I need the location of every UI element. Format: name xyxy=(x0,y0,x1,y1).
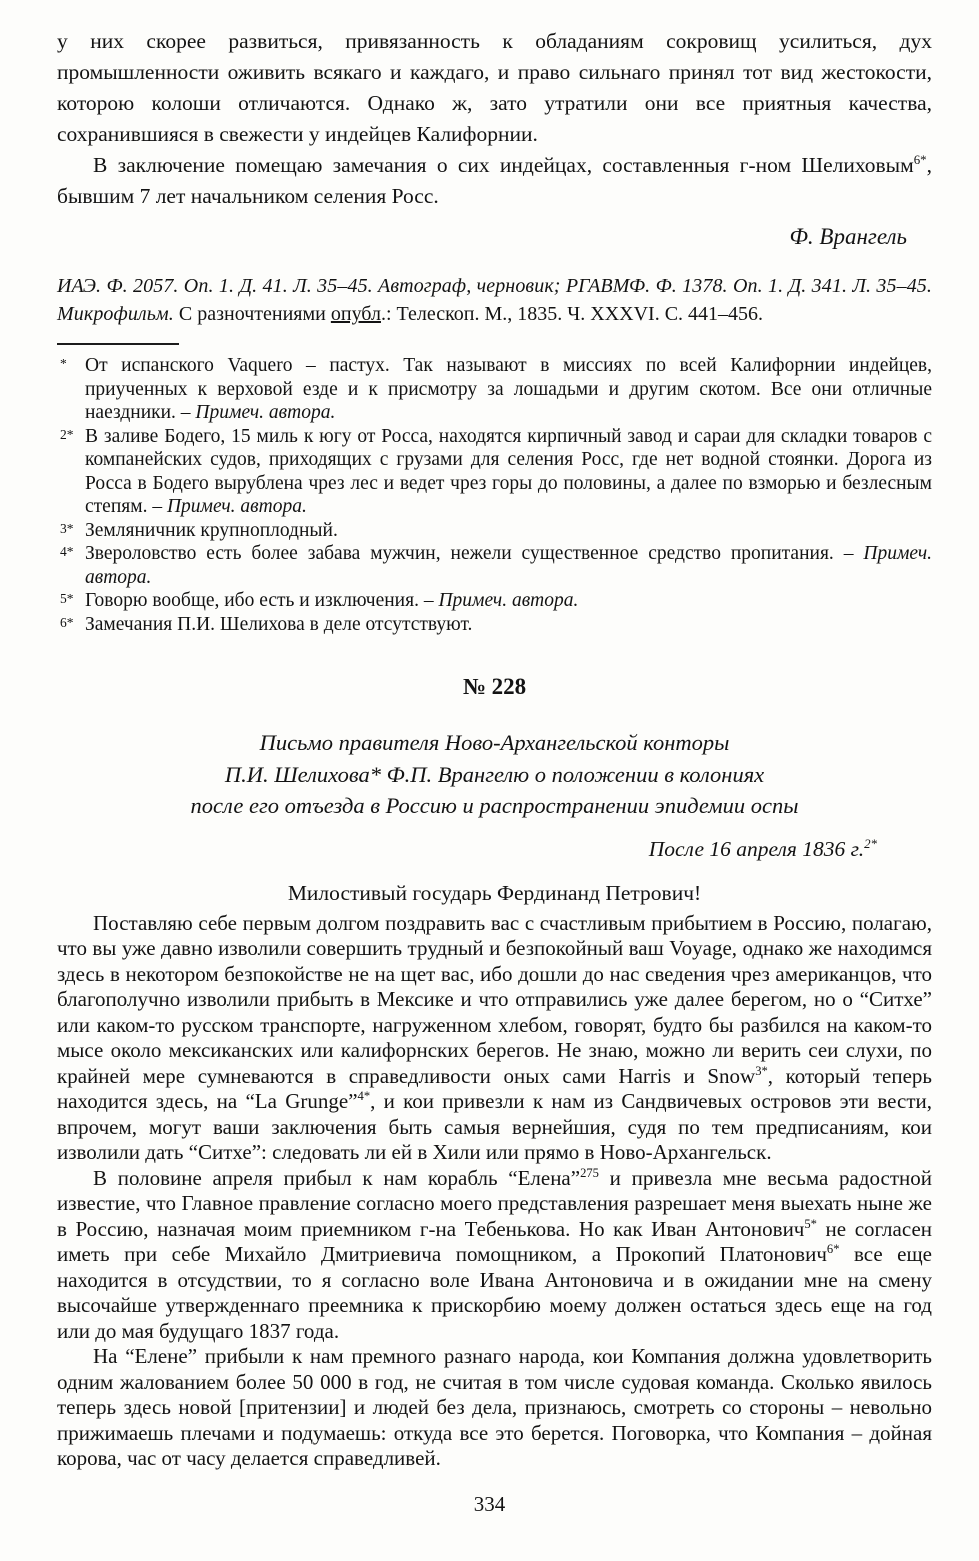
page-number: 334 xyxy=(473,1492,506,1516)
document-title xyxy=(57,727,932,822)
footnote-text: Земляничник крупноплодный. xyxy=(85,519,338,541)
footnote-marker: * xyxy=(60,356,67,371)
document-date: После 16 апреля 1836 г.$^{2*}$ xyxy=(648,836,877,861)
paragraph: у них скорее развиться, привязанность к обладаниям сокровищ усилиться, дух промышленности оживить всякаго и каждаго, и право сильнаго принял тот вид жестокости, которою колоши отличаются. Однако ж, зато утратили они все приятныя качества, сохранившияся в свежести у индейцев Калифорнии. xyxy=(57,29,932,146)
document-title-line: после его отъезда в Россию и распространении эпидемии оспы xyxy=(190,793,799,818)
footnote xyxy=(57,354,932,425)
footnote xyxy=(57,613,932,637)
previous-paragraphs xyxy=(57,26,932,212)
signature: Ф. Врангель xyxy=(789,224,907,249)
letter-paragraph: На “Елене” прибыли к нам премного разнаго народа, кои Компания должна удовлетворить одним жалованием более 50 000 в год, не считая в том числе судовая команда. Сколько явилось теперь здесь новой [притензии] и людей без дела, признаюсь, смотреть со стороны – невольно прижимаешь плечами и подумаешь: откуда все это берется. Поговорка, что Компания – дойная корова, час от часу делается справедливей. xyxy=(57,1344,932,1470)
document-title-line: П.И. Шелихова* Ф.П. Врангелю о положении в колониях xyxy=(224,761,765,787)
footnote-text: В заливе Бодего, 15 миль к югу от Росса, находятся кирпичный завод и сараи для складки товаров с компанейских судов, приходящих с грузами для селения Росс, где нет водной стоянки. Дорога из Росса в Бодего вырублена чрез лес и ведет чрез горы до половины, а далее по взморью и безлесным степям. – Примеч. автора. xyxy=(85,425,932,517)
previous-document-continuation xyxy=(57,26,932,252)
footnote-text: От испанского Vaquero – пастух. Так называют в миссиях по всей Калифорнии индейцев, приученных к верховой езде и к присмотру за лошадьми и другим скотом. Все они отличные наездники. – Примеч. автора. xyxy=(85,355,932,423)
letter-paragraph: В половине апреля прибыл к нам корабль “Елена”$^{275}$ и привезла мне весьма радостной известие, что Главное правление согласно моего представления разрешает меня выехать ныне же в Россию, назначая моим приемником г-на Тебенькова. Но как Иван Антонович$^{5*}$ не согласен иметь при себе Михайло Дмитриевича помощником, а Прокопий Платонович$^{6*}$ все еще находится в отсудствии, то я согласно воле Ивана Антоновича и в ожидании мне на смену высочайше утвержденнаго преемника к прискорбию моему должен остаться здесь еще на год или до мая будущаго 1837 года. xyxy=(57,1165,932,1343)
footnotes xyxy=(57,354,932,636)
document-number-heading: № 228 xyxy=(462,674,527,699)
footnote-separator xyxy=(57,343,179,345)
footnote-marker: 6* xyxy=(60,614,74,630)
footnote-marker: 2* xyxy=(60,426,74,442)
letter-paragraph: Поставляю себе первым долгом поздравить вас с счастливым прибытием в Россию, полагаю, что вы уже давно изволили совершить трудный и безпокойный ваш Voyage, однако же находимся здесь в некотором безпокойстве не на щет вас, ибо дошли до нас сведения чрез американцов, что благополучно изволили прибыть в Мексике и что отправились уже далее берегом, но о “Ситхе” или каком-то русском транспорте, нагруженном хлебом, говорят, будто бы разбился на каком-то мысе около мексиканских или калифорнских берегов. Не знаю, можно ли верить сеи слухи, по крайней мере сумневаются в справедливости оных сами Harris и Snow$^{3*}$, который теперь находится здесь, на “La Grunge”$^{4*}$, и кои привезли к нам из Сандвичевых островов эти вести, впрочем, могут ваши заключения быть самыя вернейшия, судя по тем предписаниям, кои изволили дать “Ситхе”: следовать ли ей в Хили или прямо в Ново-Архангельск. xyxy=(57,910,932,1164)
letter-body xyxy=(57,911,932,1472)
footnote xyxy=(57,542,932,589)
footnote-text: Замечания П.И. Шелихова в деле отсутствуют. xyxy=(85,613,473,635)
footnote xyxy=(57,425,932,519)
footnote xyxy=(57,519,932,543)
footnote xyxy=(57,589,932,613)
footnote-marker: 5* xyxy=(60,591,74,606)
salutation: Милостивый государь Фердинанд Петрович! xyxy=(287,880,702,905)
footnote-text: Говорю вообще, ибо есть и изключения. – Примеч. автора. xyxy=(85,590,579,611)
footnote-marker: 4* xyxy=(60,544,74,559)
paragraph: В заключение помещаю замечания о сих индейцах, составленныя г-ном Шелиховым$^{6*}$, бывшим 7 лет начальником селения Росс. xyxy=(57,152,932,208)
footnote-text: Звероловство есть более забава мужчин, нежели существенное средство пропитания. – Примеч. автора. xyxy=(85,543,932,588)
archive-citation: ИАЭ. Ф. 2057. Оп. 1. Д. 41. Л. 35–45. Автограф, черновик; РГАВМФ. Ф. 1378. Оп. 1. Д. 341. Л. 35–45. Микрофильм. С разночтениями опубл.: Телескоп. М., 1835. Ч. XXXVI. С. 441–456. xyxy=(57,275,932,325)
document-title-line: Письмо правителя Ново-Архангельской конторы xyxy=(259,730,730,755)
footnote-marker: 3* xyxy=(60,520,74,536)
